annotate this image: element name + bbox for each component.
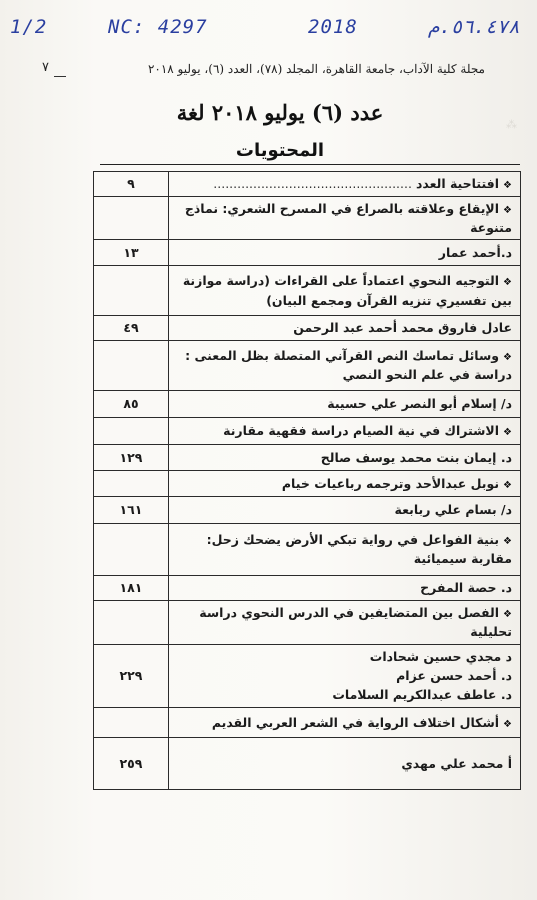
bullet-icon: ❖: [503, 204, 512, 216]
article-row: [94, 707, 521, 737]
handwritten-fraction: 1/2: [10, 16, 48, 38]
issue-title: عدد (٦) يوليو ٢٠١٨ لغة: [176, 100, 384, 125]
article-title: نوبل عبدالأحد وترجمه رباعيات خيام: [281, 475, 500, 491]
page-number-cell: ٤٩: [94, 316, 169, 340]
author-row: [94, 496, 521, 523]
author-row: [94, 390, 521, 417]
page-number-cell: ١٣: [94, 240, 169, 266]
article-title-cell: [169, 340, 521, 390]
page-number-cell: [94, 196, 169, 240]
author-row: [94, 644, 521, 707]
article-title-cell: [169, 172, 521, 197]
author-row: [94, 316, 521, 340]
author-name: [169, 444, 521, 470]
article-row: [94, 523, 521, 575]
author-name-text: د. إيمان بنت محمد يوسف صالح: [320, 449, 512, 465]
article-title-cell: [169, 523, 521, 575]
author-name-text: د/ إسلام أبو النصر علي حسيبة: [327, 396, 512, 412]
article-title: الإيقاع وعلاقته بالصراع في المسرح الشعري: نماذج متنوعة: [184, 200, 512, 235]
handwritten-nc-number: NC: 4297: [108, 16, 208, 38]
handwritten-annotation: [8, 12, 529, 44]
author-name-text: د. عاطف عبدالكريم السلامات: [332, 687, 512, 703]
page-number: ٧: [42, 60, 49, 75]
bullet-icon: ❖: [503, 479, 512, 491]
article-row: [94, 417, 521, 444]
page-number-cell: [94, 600, 169, 644]
article-row: [94, 470, 521, 496]
page-number-cell: [94, 417, 169, 444]
article-title: الفصل بين المتضايفين في الدرس النحوي دراسة تحليلية: [199, 604, 512, 640]
article-row: [94, 600, 521, 644]
author-name: [169, 316, 521, 340]
page-number-cell: ٨٥: [94, 390, 169, 417]
article-title: أشكال اختلاف الرواية في الشعر العربي القديم: [211, 714, 500, 730]
author-row: [94, 575, 521, 600]
author-name-text: أ محمد علي مهدي: [401, 755, 512, 771]
page-number-cell: [94, 340, 169, 390]
bullet-icon: ❖: [503, 535, 512, 547]
heading-divider: [100, 164, 520, 165]
article-title-cell: [169, 600, 521, 644]
author-name: [169, 240, 521, 266]
author-name: [169, 575, 521, 600]
page-number-cell: ١٨١: [94, 575, 169, 600]
article-title: التوجيه النحوي اعتماداً على القراءات (دراسة موازنة بين تفسيري تنزيه القرآن ومجمع البيان): [182, 273, 512, 308]
page-number-cell: ١٦١: [94, 496, 169, 523]
article-title: الاشتراك في نية الصيام دراسة فقهية مقارنة: [223, 423, 500, 438]
author-name-text: د مجدي حسين شحادات: [369, 648, 512, 664]
author-name-text: عادل فاروق محمد أحمد عبد الرحمن: [293, 320, 512, 336]
article-row: [94, 340, 521, 390]
bullet-icon: ❖: [503, 277, 512, 289]
author-name: [169, 737, 521, 789]
page-number-cell: ٢٢٩: [94, 644, 169, 707]
contents-heading: المحتويات: [235, 140, 325, 161]
running-header: مجلة كلية الآداب، جامعة القاهرة، المجلد (٧٨)، العدد (٦)، يوليو ٢٠١٨: [147, 62, 485, 76]
bullet-icon: ❖: [503, 718, 512, 730]
page-number-cell: [94, 523, 169, 575]
article-title-cell: [169, 707, 521, 737]
article-title-cell: [169, 196, 521, 240]
article-title: بنية الفواعل في رواية تبكي الأرض يضحك زحل: مقاربة سيميائية: [206, 531, 512, 567]
page-number-cell: ٢٥٩: [94, 737, 169, 789]
article-title-cell: [169, 417, 521, 444]
page-number-cell: ٩: [94, 172, 169, 197]
author-row: [94, 444, 521, 470]
bullet-icon: ❖: [503, 427, 512, 438]
author-row: [94, 737, 521, 789]
author-name: [169, 496, 521, 523]
author-name: [169, 644, 521, 707]
author-name-text: د/ بسام علي ربابعة: [394, 502, 512, 518]
contents-table: [93, 171, 521, 790]
article-row: [94, 172, 521, 197]
article-row: [94, 266, 521, 316]
page-number-cell: ١٢٩: [94, 444, 169, 470]
article-row: [94, 196, 521, 240]
bullet-icon: ❖: [503, 351, 512, 363]
bullet-icon: ❖: [503, 608, 512, 620]
author-name-text: د.أحمد عمار: [438, 245, 512, 261]
author-row: [94, 240, 521, 266]
author-name: [169, 390, 521, 417]
page-number-cell: [94, 266, 169, 316]
bullet-icon: ❖: [503, 180, 512, 191]
article-title-cell: [169, 266, 521, 316]
page-number-cell: [94, 707, 169, 737]
handwritten-code: ٥٦.٤٧٨.م: [428, 16, 520, 38]
article-title-cell: [169, 470, 521, 496]
bleed-through-text: ⁂: [506, 118, 517, 131]
leader-dots: ..................................................: [213, 176, 416, 191]
article-title: افتتاحية العدد: [415, 176, 500, 191]
page-number-cell: [94, 470, 169, 496]
article-title: وسائل تماسك النص القرآني المتصلة بظل المعنى : دراسة في علم النحو النصي: [185, 347, 512, 383]
header-rule: [54, 76, 66, 77]
handwritten-year: 2018: [308, 16, 358, 38]
author-name-text: د. حصة المفرح: [420, 580, 512, 596]
author-name-text: د. أحمد حسن عزام: [396, 668, 512, 683]
